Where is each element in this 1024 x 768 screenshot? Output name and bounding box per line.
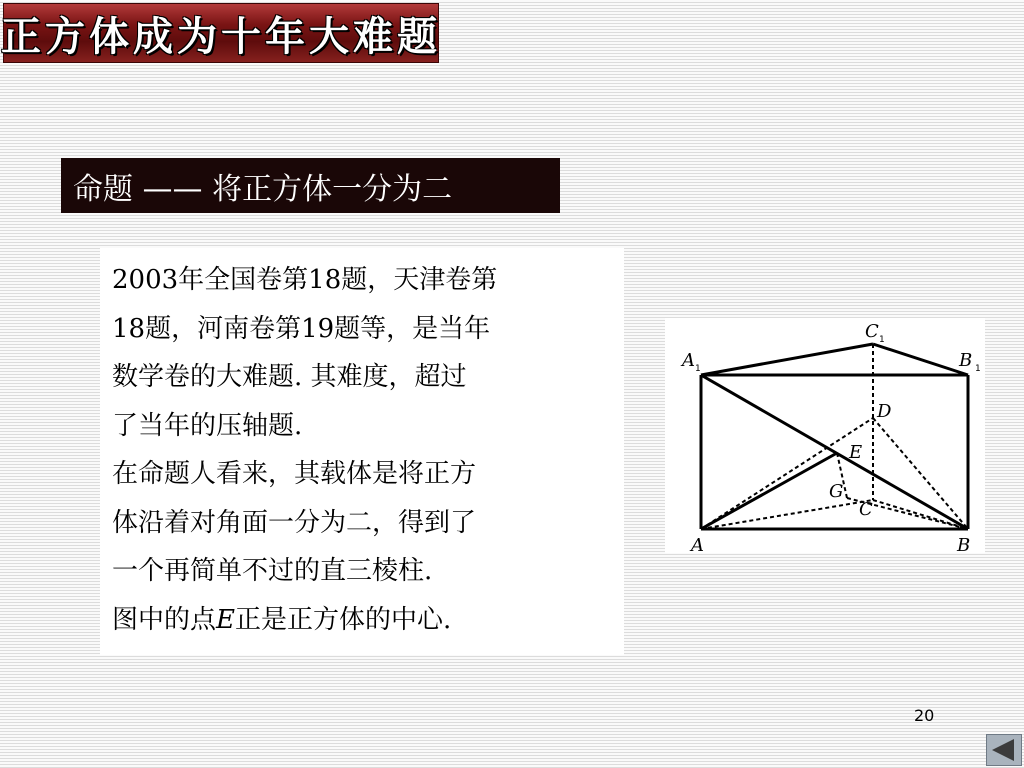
- label-a: A: [691, 535, 704, 553]
- page-number: 20: [914, 706, 935, 725]
- subscript-c1: 1: [879, 335, 885, 345]
- prism-figure-panel: [665, 318, 985, 553]
- segment-a-e: [701, 453, 837, 529]
- proposition-heading-text: 命题 —— 将正方体一分为二: [73, 171, 453, 207]
- label-a1: A: [682, 350, 695, 371]
- previous-arrow-icon: [987, 735, 1021, 765]
- label-c1: C: [865, 321, 879, 342]
- point-e-variable: E: [216, 604, 235, 635]
- paragraph-line: 了当年的压轴题.: [112, 410, 303, 441]
- paragraph-line: 18题，河南卷第19题等，是当年: [112, 313, 491, 344]
- subscript-b1: 1: [975, 364, 981, 374]
- paragraph-line: 数学卷的大难题. 其难度，超过: [112, 362, 467, 392]
- triangular-prism-figure: [665, 318, 985, 553]
- paragraph-line: 体沿着对角面一分为二，得到了: [112, 507, 477, 538]
- segment-a-d-hidden: [701, 418, 873, 529]
- label-e: E: [849, 442, 863, 463]
- paragraph-line: 一个再简单不过的直三棱柱.: [112, 556, 433, 586]
- edge-a1-c1: [701, 344, 873, 375]
- label-c: C: [859, 499, 873, 520]
- segment-d-b-hidden: [873, 418, 968, 529]
- edge-c-b-hidden: [873, 500, 968, 529]
- line-text-start: 图中的点: [112, 604, 217, 635]
- paragraph-line-center-point: [112, 596, 624, 645]
- text-panel: [100, 248, 624, 655]
- label-d: D: [877, 401, 892, 422]
- subscript-a1: 1: [695, 364, 701, 374]
- proposition-heading: [61, 158, 560, 213]
- previous-slide-button[interactable]: [986, 734, 1022, 766]
- paragraph-line: 在命题人看来，其载体是将正方: [112, 459, 477, 489]
- label-b: B: [957, 535, 971, 553]
- slide-title-banner: [3, 3, 439, 63]
- paragraph-line: 2003年全国卷第18题，天津卷第: [112, 265, 498, 295]
- vertex-labels: [680, 321, 972, 553]
- edge-c1-b1: [873, 344, 968, 375]
- slide-title: 正方体成为十年大难题: [1, 13, 441, 60]
- label-g: G: [829, 481, 844, 502]
- line-text-end: 正是正方体的中心.: [235, 604, 452, 635]
- label-b1: B: [959, 350, 973, 371]
